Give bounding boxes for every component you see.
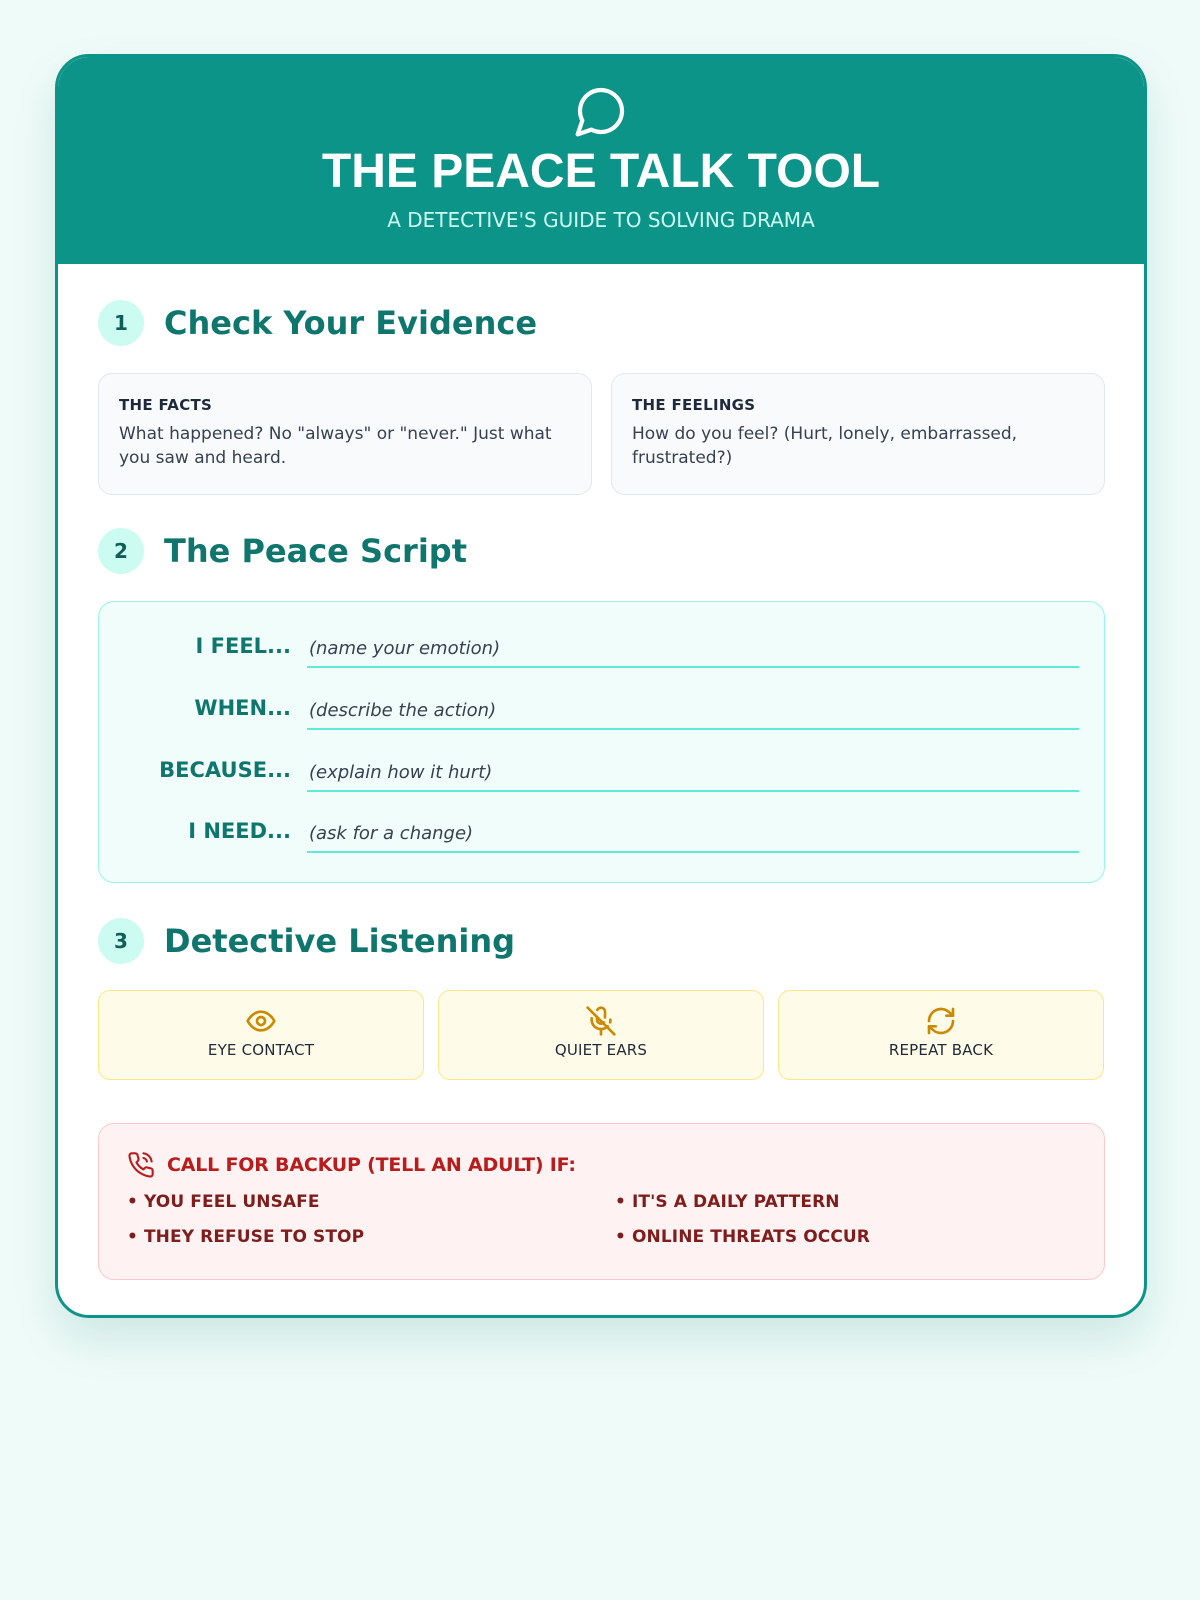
- script-label: BECAUSE...: [159, 758, 291, 782]
- facts-label: THE FACTS: [119, 396, 213, 414]
- script-row-need: [99, 809, 1106, 853]
- script-label: I FEEL...: [195, 634, 291, 658]
- peace-talk-card: [55, 54, 1147, 1318]
- section-3-title: Detective Listening: [164, 922, 516, 960]
- card-header: [58, 57, 1144, 264]
- facts-text: What happened? No "always" or "never." Just what you saw and heard.: [119, 424, 552, 468]
- script-label: WHEN...: [194, 696, 291, 720]
- backup-item: • YOU FEEL UNSAFE: [127, 1192, 320, 1212]
- section-1-heading: [98, 300, 537, 346]
- call-for-backup-box: [98, 1123, 1105, 1280]
- feelings-label: THE FEELINGS: [632, 396, 756, 414]
- listen-card-quiet-ears: [438, 990, 764, 1080]
- page-subtitle: A DETECTIVE'S GUIDE TO SOLVING DRAMA: [387, 208, 815, 232]
- section-1-title: Check Your Evidence: [164, 304, 538, 342]
- script-fill-line[interactable]: (describe the action): [307, 686, 1079, 730]
- script-label: I NEED...: [188, 819, 291, 843]
- section-2-heading: [98, 528, 467, 574]
- feelings-text: How do you feel? (Hurt, lonely, embarrassed, frustrated?): [632, 424, 1018, 468]
- listen-label: REPEAT BACK: [888, 1041, 994, 1059]
- listen-card-repeat-back: [778, 990, 1104, 1080]
- backup-heading: [127, 1151, 576, 1179]
- section-2-number: 2: [98, 528, 144, 574]
- message-circle-icon: [573, 83, 629, 139]
- listen-card-eye-contact: [98, 990, 424, 1080]
- listen-label: EYE CONTACT: [207, 1041, 315, 1059]
- script-fill-line[interactable]: (explain how it hurt): [307, 748, 1079, 792]
- mic-off-icon: [585, 1005, 617, 1037]
- script-fill-line[interactable]: (ask for a change): [307, 809, 1079, 853]
- section-2-title: The Peace Script: [164, 532, 467, 570]
- eye-icon: [245, 1005, 277, 1037]
- section-3-heading: [98, 918, 515, 964]
- page-title: THE PEACE TALK TOOL: [321, 145, 881, 198]
- section-3-number: 3: [98, 918, 144, 964]
- section-1-number: 1: [98, 300, 144, 346]
- backup-title: CALL FOR BACKUP (TELL AN ADULT) IF:: [167, 1154, 576, 1176]
- refresh-icon: [925, 1005, 957, 1037]
- script-row-because: [99, 748, 1106, 792]
- listen-label: QUIET EARS: [554, 1041, 648, 1059]
- backup-item: • IT'S A DAILY PATTERN: [615, 1192, 840, 1212]
- backup-item: • THEY REFUSE TO STOP: [127, 1227, 365, 1247]
- script-row-when: [99, 686, 1106, 730]
- facts-card: [98, 373, 592, 495]
- feelings-card: [611, 373, 1105, 495]
- peace-script-box: [98, 601, 1105, 883]
- phone-call-icon: [127, 1151, 155, 1179]
- backup-item: • ONLINE THREATS OCCUR: [615, 1227, 871, 1247]
- script-row-feel: [99, 624, 1106, 668]
- script-fill-line[interactable]: (name your emotion): [307, 624, 1079, 668]
